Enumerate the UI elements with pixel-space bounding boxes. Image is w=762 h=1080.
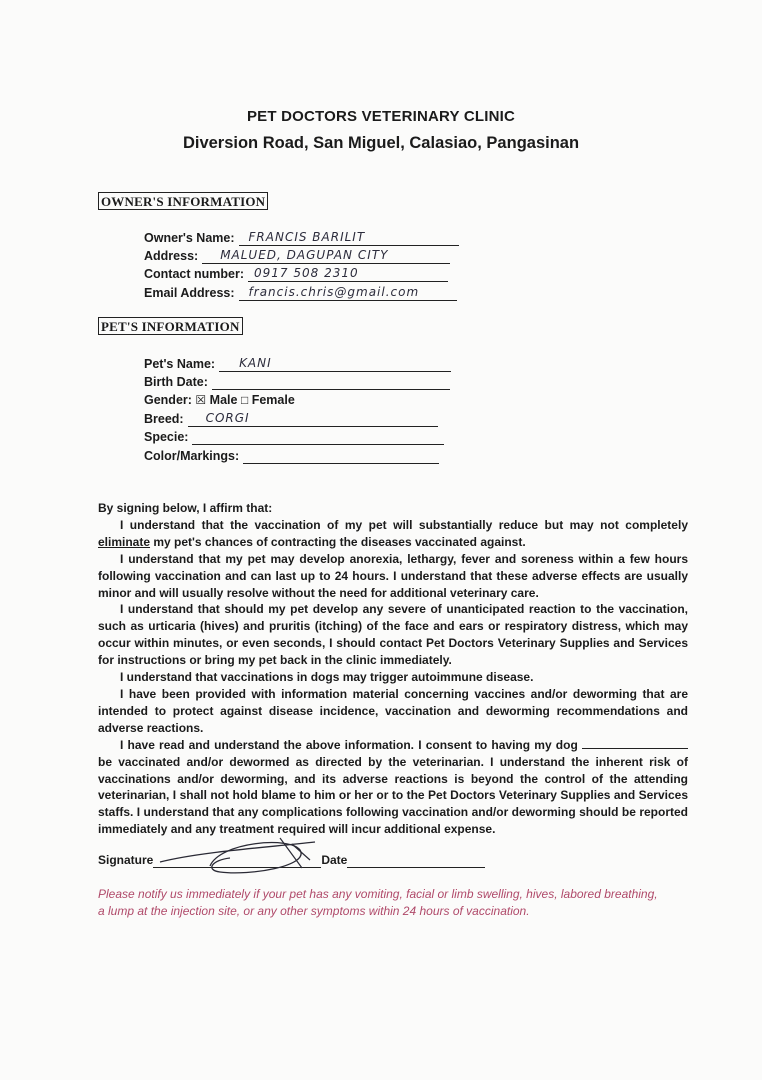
consent-p1-underlined: eliminate [98, 534, 151, 549]
consent-paragraph-4: I understand that vaccinations in dogs may trigger autoimmune disease. [120, 670, 534, 685]
consent-intro: By signing below, I affirm that: [98, 501, 273, 515]
pet-name-value: KANI [239, 356, 272, 370]
owner-name-row [144, 231, 459, 246]
consent-p6-text-a: I have read and understand the above information. I consent to having my dog [120, 737, 582, 752]
owner-contact-value: 0917 508 2310 [254, 266, 359, 280]
owner-address-field[interactable] [202, 249, 450, 264]
male-label: Male [209, 393, 238, 407]
pet-name-row [144, 357, 451, 372]
owner-email-field[interactable] [239, 286, 457, 301]
color-label: Color/Markings: [144, 449, 240, 463]
specie-label: Specie: [144, 430, 189, 444]
consent-paragraph-6 [98, 737, 688, 838]
clinic-title: PET DOCTORS VETERINARY CLINIC [246, 108, 516, 125]
gender-label: Gender: [144, 393, 192, 407]
pet-section-label: PET'S INFORMATION [98, 317, 243, 335]
birth-date-row [144, 375, 450, 390]
owner-name-field[interactable] [239, 231, 459, 246]
breed-value: CORGI [205, 411, 250, 425]
owner-contact-row [144, 267, 448, 282]
pet-name-field[interactable] [219, 357, 451, 372]
clinic-address: Diversion Road, San Miguel, Calasiao, Pangasinan [182, 134, 580, 152]
signature-label: Signature [98, 853, 154, 867]
date-field[interactable] [347, 853, 485, 868]
consent-p6-text-b: be vaccinated and/or dewormed as directed by the veterinarian. I understand the inherent risk of vaccinations and/or deworming, and its adverse reactions is beyond the control of the attending veterinarian, I shall not hold blame to him or her or to the Pet Doctors Veterinary Supplies and Services staffs. I understand that any complications following vaccination and/or deworming should be reported immediately and any treatment required will incur additional expense. [98, 754, 688, 837]
owner-email-value: francis.chris@gmail.com [248, 285, 420, 299]
owner-name-value: FRANCIS BARILIT [248, 230, 366, 244]
owner-address-label: Address: [144, 249, 199, 263]
specie-row [144, 430, 444, 445]
consent-paragraph-1 [98, 517, 688, 551]
consent-p1-text-b: my pet's chances of contracting the diseases vaccinated against. [150, 534, 526, 549]
consent-paragraph-5: I have been provided with information material concerning vaccines and/or deworming that are intended to protect against disease incidence, vaccination and deworming recommendations and adverse reactions. [98, 686, 688, 735]
consent-p1-text-a: I understand that the vaccination of my pet will substantially reduce but may not completely [120, 517, 688, 532]
color-field[interactable] [243, 449, 439, 464]
owner-email-label: Email Address: [144, 286, 235, 300]
date-label: Date [321, 853, 348, 867]
birth-date-label: Birth Date: [144, 375, 208, 389]
consent-text [98, 500, 688, 838]
breed-label: Breed: [144, 412, 184, 426]
breed-row [144, 412, 438, 427]
owner-section-label: OWNER'S INFORMATION [98, 192, 268, 210]
female-label: Female [251, 393, 295, 407]
dog-name-blank[interactable] [582, 737, 688, 749]
gender-row [144, 393, 295, 408]
consent-paragraph-3: I understand that should my pet develop any severe of unanticipated reaction to the vaccination, such as urticaria (hives) and pruritis (itching) of the face and ears or respiratory distress, which may occur within minutes, or even seconds, I should contact Pet Doctors Veterinary Supplies and Services for instructions or bring my pet back in the clinic immediately. [98, 602, 688, 668]
specie-field[interactable] [192, 430, 444, 445]
consent-paragraph-2: I understand that my pet may develop anorexia, lethargy, fever and soreness within a few hours following vaccination and can last up to 24 hours. I understand that these adverse effects are usually minor and will usually resolve without the need for additional veterinary care. [98, 551, 688, 600]
owner-address-row [144, 249, 450, 264]
owner-address-value: MALUED, DAGUPAN CITY [220, 248, 389, 262]
vaccination-notice: Please notify us immediately if your pet has any vomiting, facial or limb swelling, hives, labored breathing, a lump at the injection site, or any other symptoms within 24 hours of vaccination. [98, 887, 658, 918]
owner-name-label: Owner's Name: [144, 231, 235, 245]
signature-scribble [150, 830, 340, 880]
female-checkbox[interactable]: □ [240, 393, 249, 407]
birth-date-field[interactable] [212, 375, 450, 390]
owner-contact-label: Contact number: [144, 267, 244, 281]
owner-email-row [144, 286, 457, 301]
male-checkbox[interactable]: ☒ [195, 393, 207, 407]
pet-name-label: Pet's Name: [144, 357, 216, 371]
owner-contact-field[interactable] [248, 267, 448, 282]
color-row [144, 449, 439, 464]
breed-field[interactable] [188, 412, 438, 427]
